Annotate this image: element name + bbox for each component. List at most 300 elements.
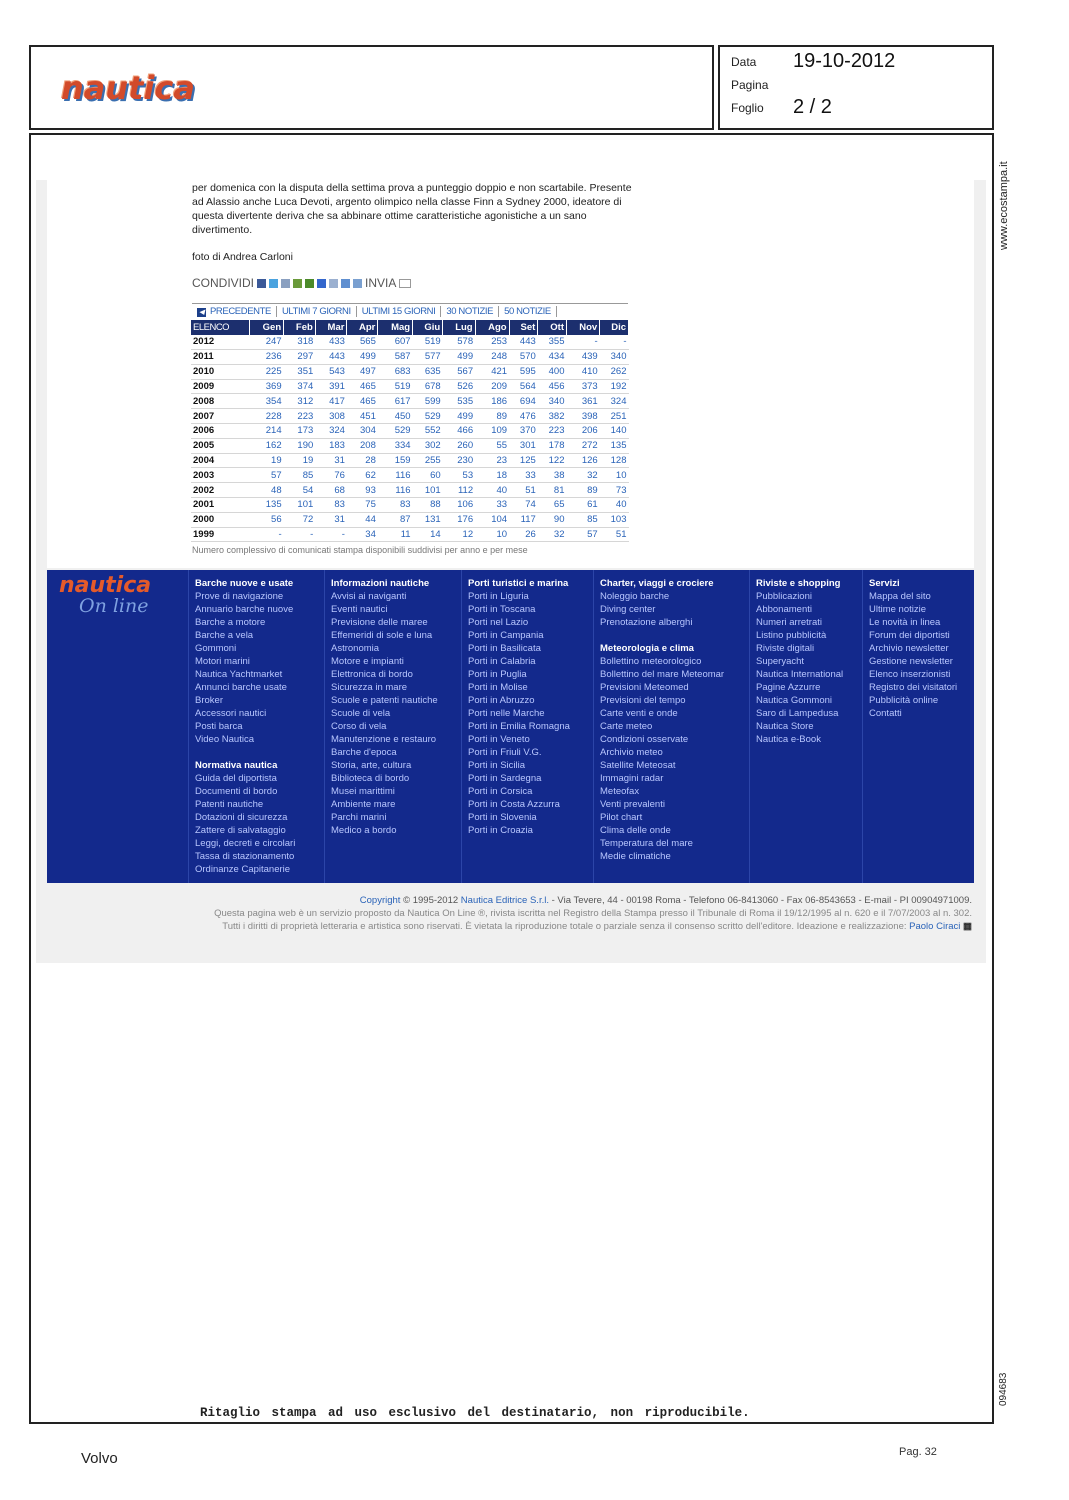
footer-link[interactable]: Ultime notizie <box>869 604 927 615</box>
count-cell[interactable]: 400 <box>538 364 567 379</box>
footer-link[interactable]: Porti in Molise <box>468 682 528 693</box>
count-cell[interactable]: 40 <box>475 483 509 498</box>
footer-link[interactable]: Porti in Basilicata <box>468 643 541 654</box>
count-cell[interactable]: 535 <box>443 394 475 409</box>
count-cell[interactable]: 391 <box>315 379 347 394</box>
footer-link[interactable]: Leggi, decreti e circolari <box>195 838 296 849</box>
count-cell[interactable]: 361 <box>567 394 600 409</box>
footer-link[interactable]: Previsioni Meteomed <box>600 682 689 693</box>
footer-link[interactable]: Noleggio barche <box>600 591 670 602</box>
count-cell[interactable]: 74 <box>509 498 538 513</box>
table-row <box>191 438 629 453</box>
count-cell[interactable]: 173 <box>284 424 316 439</box>
count-cell[interactable]: 186 <box>475 394 509 409</box>
footer-link[interactable]: Scuole e patenti nautiche <box>331 695 438 706</box>
footer-link[interactable]: Annunci barche usate <box>195 682 287 693</box>
footer-link[interactable]: Nautica Yachtmarket <box>195 669 283 680</box>
count-cell[interactable]: 104 <box>475 512 509 527</box>
footer-link[interactable]: Carte meteo <box>600 721 653 732</box>
count-cell[interactable]: 140 <box>600 424 629 439</box>
count-cell[interactable]: 253 <box>475 335 509 350</box>
count-cell[interactable]: 18 <box>475 468 509 483</box>
count-cell[interactable]: 126 <box>567 453 600 468</box>
footer-link[interactable]: Pubblicazioni <box>756 591 812 602</box>
footer-link[interactable]: Abbonamenti <box>756 604 812 615</box>
count-cell[interactable]: 128 <box>600 453 629 468</box>
count-cell[interactable]: 247 <box>250 335 284 350</box>
count-cell[interactable]: 248 <box>475 350 509 365</box>
count-cell[interactable]: 369 <box>250 379 284 394</box>
page-number: Pag. 32 <box>899 1446 937 1458</box>
count-cell[interactable]: 499 <box>443 409 475 424</box>
count-cell[interactable]: 31 <box>315 512 347 527</box>
nav-last-15-days[interactable]: ULTIMI 15 GIORNI <box>357 306 442 317</box>
footer-link[interactable]: Pagine Azzurre <box>756 682 821 693</box>
count-cell[interactable]: 529 <box>378 424 413 439</box>
footer-link[interactable]: Porti in Sardegna <box>468 773 542 784</box>
count-cell[interactable]: 230 <box>443 453 475 468</box>
count-cell[interactable]: 304 <box>347 424 378 439</box>
count-cell[interactable]: 87 <box>378 512 413 527</box>
footer-link[interactable]: Guida del diportista <box>195 773 277 784</box>
count-cell[interactable]: 519 <box>378 379 413 394</box>
count-cell[interactable]: 19 <box>284 453 316 468</box>
nav-last-7-days[interactable]: ULTIMI 7 GIORNI <box>277 306 357 317</box>
count-cell[interactable]: 456 <box>538 379 567 394</box>
footer-link[interactable]: Video Nautica <box>195 734 254 745</box>
footer-link[interactable]: Broker <box>195 695 223 706</box>
logo-main: nautica <box>59 573 152 598</box>
publisher-link[interactable]: Nautica Editrice S.r.l. <box>460 895 549 906</box>
count-cell[interactable]: 417 <box>315 394 347 409</box>
count-cell[interactable]: 297 <box>284 350 316 365</box>
count-cell[interactable]: 499 <box>443 350 475 365</box>
count-cell[interactable]: 465 <box>347 394 378 409</box>
count-cell[interactable]: 209 <box>475 379 509 394</box>
count-cell[interactable]: 131 <box>413 512 443 527</box>
footer-link[interactable]: Elenco inserzionisti <box>869 669 951 680</box>
twitter-icon[interactable] <box>269 279 278 288</box>
count-cell[interactable]: 53 <box>443 468 475 483</box>
count-cell[interactable]: 272 <box>567 438 600 453</box>
count-cell[interactable]: 225 <box>250 364 284 379</box>
send-label[interactable]: INVIA <box>365 276 397 290</box>
count-cell[interactable]: 89 <box>567 483 600 498</box>
count-cell[interactable]: 62 <box>347 468 378 483</box>
footer-link[interactable]: Porti in Friuli V.G. <box>468 747 542 758</box>
count-cell[interactable]: 443 <box>315 350 347 365</box>
count-cell[interactable]: 81 <box>538 483 567 498</box>
footer-link[interactable]: Pubblicità online <box>869 695 939 706</box>
count-cell[interactable]: 577 <box>413 350 443 365</box>
count-cell[interactable]: 374 <box>284 379 316 394</box>
footer-link[interactable]: Motori marini <box>195 656 250 667</box>
count-cell[interactable]: 73 <box>600 483 629 498</box>
count-cell[interactable]: 214 <box>250 424 284 439</box>
footer-link[interactable]: Nautica Gommoni <box>756 695 833 706</box>
count-cell[interactable]: 635 <box>413 364 443 379</box>
footer-link[interactable]: Barche a vela <box>195 630 254 641</box>
count-cell[interactable]: 72 <box>284 512 316 527</box>
count-cell[interactable]: 192 <box>600 379 629 394</box>
count-cell[interactable]: 51 <box>600 527 629 542</box>
count-cell[interactable]: 135 <box>600 438 629 453</box>
footer-link[interactable]: Accessori nautici <box>195 708 267 719</box>
count-cell[interactable]: 162 <box>250 438 284 453</box>
footer-link[interactable]: Nautica International <box>756 669 844 680</box>
count-cell[interactable]: 54 <box>284 483 316 498</box>
count-cell[interactable]: 32 <box>567 468 600 483</box>
footer-link[interactable]: Prove di navigazione <box>195 591 284 602</box>
footer-link[interactable]: Ordinanze Capitanerie <box>195 864 291 875</box>
count-cell[interactable]: 159 <box>378 453 413 468</box>
footer-link[interactable]: Venti prevalenti <box>600 799 665 810</box>
footer-link[interactable]: Astronomia <box>331 643 380 654</box>
count-cell[interactable]: 607 <box>378 335 413 350</box>
count-cell[interactable]: 223 <box>284 409 316 424</box>
count-cell[interactable]: 38 <box>538 468 567 483</box>
count-cell[interactable]: 122 <box>538 453 567 468</box>
share-icon[interactable] <box>281 279 290 288</box>
footer-link[interactable]: Porti in Campania <box>468 630 544 641</box>
count-cell[interactable]: 236 <box>250 350 284 365</box>
delicious-icon[interactable] <box>317 279 326 288</box>
logo-sub: On line <box>79 595 149 617</box>
count-cell[interactable]: 382 <box>538 409 567 424</box>
facebook-icon[interactable] <box>257 279 266 288</box>
footer-link[interactable]: Porti nelle Marche <box>468 708 545 719</box>
bookmark-icon[interactable] <box>293 279 302 288</box>
count-cell[interactable]: 370 <box>509 424 538 439</box>
count-cell[interactable]: - <box>567 335 600 350</box>
count-cell[interactable]: 76 <box>315 468 347 483</box>
footer-link[interactable]: Meteofax <box>600 786 640 797</box>
count-cell[interactable]: 373 <box>567 379 600 394</box>
footer-link[interactable]: Tassa di stazionamento <box>195 851 295 862</box>
count-cell[interactable]: 355 <box>538 335 567 350</box>
nautica-online-logo[interactable] <box>59 573 152 617</box>
footer-link[interactable]: Condizioni osservate <box>600 734 689 745</box>
footer-link[interactable]: Porti in Toscana <box>468 604 536 615</box>
count-cell[interactable]: 564 <box>509 379 538 394</box>
footer-link[interactable]: Archivio meteo <box>600 747 663 758</box>
count-cell[interactable]: 694 <box>509 394 538 409</box>
count-cell[interactable]: 26 <box>509 527 538 542</box>
count-cell[interactable]: 125 <box>509 453 538 468</box>
count-cell[interactable]: 434 <box>538 350 567 365</box>
footer-link[interactable]: Porti in Abruzzo <box>468 695 535 706</box>
footer-link[interactable]: Corso di vela <box>331 721 387 732</box>
count-cell[interactable]: 301 <box>509 438 538 453</box>
footer-link[interactable]: Contatti <box>869 708 902 719</box>
count-cell[interactable]: 262 <box>600 364 629 379</box>
count-cell[interactable]: 251 <box>600 409 629 424</box>
copyright-link[interactable]: Copyright <box>359 895 401 906</box>
footer-link[interactable]: Gommoni <box>195 643 237 654</box>
footer-link[interactable]: Dotazioni di sicurezza <box>195 812 288 823</box>
count-cell[interactable]: 116 <box>378 468 413 483</box>
footer-link[interactable]: Motore e impianti <box>331 656 404 667</box>
footer-link[interactable]: Porti in Veneto <box>468 734 530 745</box>
count-cell[interactable]: 190 <box>284 438 316 453</box>
footer-link[interactable]: Numeri arretrati <box>756 617 822 628</box>
count-cell[interactable]: 519 <box>413 335 443 350</box>
count-cell[interactable]: 206 <box>567 424 600 439</box>
count-cell[interactable]: 570 <box>509 350 538 365</box>
footer-link[interactable]: Registro dei visitatori <box>869 682 958 693</box>
count-cell[interactable]: 302 <box>413 438 443 453</box>
footer-link[interactable]: Biblioteca di bordo <box>331 773 410 784</box>
nav-50-news[interactable]: 50 NOTIZIE <box>499 306 557 317</box>
count-cell[interactable]: 83 <box>315 498 347 513</box>
count-cell[interactable]: 85 <box>567 512 600 527</box>
count-cell[interactable]: 135 <box>250 498 284 513</box>
footer-link[interactable]: Clima delle onde <box>600 825 671 836</box>
count-cell[interactable]: 318 <box>284 335 316 350</box>
footer-link[interactable]: Diving center <box>600 604 656 615</box>
count-cell[interactable]: 10 <box>475 527 509 542</box>
count-cell[interactable]: 101 <box>413 483 443 498</box>
count-cell[interactable]: 103 <box>600 512 629 527</box>
footer-link[interactable]: Porti nel Lazio <box>468 617 529 628</box>
count-cell[interactable]: 11 <box>378 527 413 542</box>
share-icon[interactable] <box>305 279 314 288</box>
footer-link[interactable]: Le novità in linea <box>869 617 941 628</box>
count-cell[interactable]: 106 <box>443 498 475 513</box>
count-cell[interactable]: 40 <box>600 498 629 513</box>
count-cell[interactable]: 578 <box>443 335 475 350</box>
count-cell[interactable]: 65 <box>538 498 567 513</box>
footer-link[interactable]: Zattere di salvataggio <box>195 825 286 836</box>
count-cell[interactable]: 89 <box>475 409 509 424</box>
count-cell[interactable]: 398 <box>567 409 600 424</box>
footer-link[interactable]: Ambiente mare <box>331 799 396 810</box>
count-cell[interactable]: 567 <box>443 364 475 379</box>
count-cell[interactable]: 308 <box>315 409 347 424</box>
footer-link[interactable]: Listino pubblicità <box>756 630 827 641</box>
count-cell[interactable]: 90 <box>538 512 567 527</box>
count-cell[interactable]: 410 <box>567 364 600 379</box>
footer-link[interactable]: Porti in Liguria <box>468 591 529 602</box>
footer-link[interactable]: Parchi marini <box>331 812 387 823</box>
count-cell[interactable]: 60 <box>413 468 443 483</box>
footer-link[interactable]: Porti in Costa Azzurra <box>468 799 560 810</box>
footer-link[interactable]: Bollettino meteorologico <box>600 656 702 667</box>
count-cell[interactable]: 529 <box>413 409 443 424</box>
count-cell[interactable]: 312 <box>284 394 316 409</box>
count-cell[interactable]: 14 <box>413 527 443 542</box>
footer-link[interactable]: Riviste digitali <box>756 643 815 654</box>
footer-link[interactable]: Prenotazione alberghi <box>600 617 693 628</box>
footer-link[interactable]: Patenti nautiche <box>195 799 264 810</box>
footer-link[interactable]: Immagini radar <box>600 773 664 784</box>
count-cell[interactable]: 116 <box>378 483 413 498</box>
footer-link[interactable]: Avvisi ai naviganti <box>331 591 407 602</box>
count-cell[interactable]: 31 <box>315 453 347 468</box>
share-icon[interactable] <box>341 279 350 288</box>
footer-link[interactable]: Porti in Sicilia <box>468 760 526 771</box>
count-cell[interactable]: 32 <box>538 527 567 542</box>
count-cell[interactable]: 683 <box>378 364 413 379</box>
count-cell[interactable]: 334 <box>378 438 413 453</box>
count-cell[interactable]: 678 <box>413 379 443 394</box>
footer-link[interactable]: Previsione delle maree <box>331 617 428 628</box>
footer-link[interactable]: Pilot chart <box>600 812 643 823</box>
footer-link[interactable]: Eventi nautici <box>331 604 388 615</box>
footer-section-title: Charter, viaggi e crociere <box>600 578 714 589</box>
count-cell[interactable]: 68 <box>315 483 347 498</box>
share-icon[interactable] <box>329 279 338 288</box>
count-cell[interactable]: 351 <box>284 364 316 379</box>
footer-link[interactable]: Temperatura del mare <box>600 838 693 849</box>
count-cell[interactable]: 499 <box>347 350 378 365</box>
count-cell[interactable]: 599 <box>413 394 443 409</box>
count-cell[interactable]: - <box>250 527 284 542</box>
count-cell[interactable]: 109 <box>475 424 509 439</box>
count-cell[interactable]: 255 <box>413 453 443 468</box>
footer-link[interactable]: Scuole di vela <box>331 708 391 719</box>
count-cell[interactable]: 340 <box>600 350 629 365</box>
nav-previous[interactable]: ◀ PRECEDENTE <box>192 306 277 317</box>
footer-link[interactable]: Porti in Croazia <box>468 825 533 836</box>
count-cell[interactable]: 117 <box>509 512 538 527</box>
count-cell[interactable]: 55 <box>475 438 509 453</box>
count-cell[interactable]: 433 <box>315 335 347 350</box>
footer-link[interactable]: Barche d'epoca <box>331 747 397 758</box>
count-cell[interactable]: 340 <box>538 394 567 409</box>
footer-link[interactable]: Posti barca <box>195 721 243 732</box>
table-header-cell: Mar <box>315 320 347 335</box>
footer-column <box>188 570 324 883</box>
footer-link[interactable]: Effemeridi di sole e luna <box>331 630 433 641</box>
footer-link[interactable]: Bollettino del mare Meteomar <box>600 669 725 680</box>
count-cell[interactable]: 450 <box>378 409 413 424</box>
share-icon[interactable] <box>353 279 362 288</box>
table-row <box>191 483 629 498</box>
footer-link[interactable]: Musei marittimi <box>331 786 395 797</box>
footer-link[interactable]: Barche a motore <box>195 617 266 628</box>
count-cell[interactable]: 101 <box>284 498 316 513</box>
count-cell[interactable]: 565 <box>347 335 378 350</box>
count-cell[interactable]: 85 <box>284 468 316 483</box>
count-cell[interactable]: 476 <box>509 409 538 424</box>
count-cell[interactable]: 552 <box>413 424 443 439</box>
count-cell[interactable]: 443 <box>509 335 538 350</box>
count-cell[interactable]: 33 <box>509 468 538 483</box>
count-cell[interactable]: 497 <box>347 364 378 379</box>
count-cell[interactable]: 451 <box>347 409 378 424</box>
footer-link[interactable]: Previsioni del tempo <box>600 695 686 706</box>
nav-30-news[interactable]: 30 NOTIZIE <box>441 306 499 317</box>
count-cell[interactable]: 178 <box>538 438 567 453</box>
footer-link[interactable]: Mappa del sito <box>869 591 931 602</box>
count-cell[interactable]: - <box>284 527 316 542</box>
footer-link[interactable]: Carte venti e onde <box>600 708 678 719</box>
count-cell[interactable]: 439 <box>567 350 600 365</box>
count-cell[interactable]: 183 <box>315 438 347 453</box>
footer-link[interactable]: Sicurezza in mare <box>331 682 408 693</box>
count-cell[interactable]: 543 <box>315 364 347 379</box>
count-cell[interactable]: - <box>600 335 629 350</box>
count-cell[interactable]: 465 <box>347 379 378 394</box>
count-cell[interactable]: 34 <box>347 527 378 542</box>
count-cell[interactable]: 57 <box>567 527 600 542</box>
count-cell[interactable]: 526 <box>443 379 475 394</box>
count-cell[interactable]: 88 <box>413 498 443 513</box>
count-cell[interactable]: 56 <box>250 512 284 527</box>
envelope-icon[interactable] <box>399 279 411 288</box>
author-link[interactable]: Paolo Ciraci <box>909 921 961 932</box>
footer-link[interactable]: Porti in Corsica <box>468 786 533 797</box>
count-cell[interactable]: 354 <box>250 394 284 409</box>
grid-icon: ▦ <box>963 921 972 932</box>
footer-link[interactable]: Nautica Store <box>756 721 814 732</box>
footer-link[interactable]: Porti in Calabria <box>468 656 536 667</box>
count-cell[interactable]: 12 <box>443 527 475 542</box>
count-cell[interactable]: 19 <box>250 453 284 468</box>
rights-note: Tutti i diritti di proprietà letteraria e artistica sono riservati. È vietata la riproduzione totale o parziale senza il consenso scritto dell'editore. Ideazione e realizzazione: <box>222 921 907 932</box>
footer-link[interactable]: Porti in Slovenia <box>468 812 537 823</box>
count-cell[interactable]: 466 <box>443 424 475 439</box>
count-cell[interactable]: 10 <box>600 468 629 483</box>
count-cell[interactable]: 228 <box>250 409 284 424</box>
footer-link[interactable]: Annuario barche nuove <box>195 604 294 615</box>
count-cell[interactable]: 28 <box>347 453 378 468</box>
count-cell[interactable]: 44 <box>347 512 378 527</box>
count-cell[interactable]: 208 <box>347 438 378 453</box>
count-cell[interactable]: 587 <box>378 350 413 365</box>
count-cell[interactable]: 93 <box>347 483 378 498</box>
footer-link[interactable]: Saro di Lampedusa <box>756 708 839 719</box>
footer-link[interactable]: Gestione newsletter <box>869 656 953 667</box>
footer-link[interactable]: Medico a bordo <box>331 825 397 836</box>
year-cell: 1999 <box>191 527 250 542</box>
footer-link[interactable]: Satellite Meteosat <box>600 760 676 771</box>
footer-link[interactable]: Porti in Puglia <box>468 669 527 680</box>
footer-link[interactable]: Porti in Emilia Romagna <box>468 721 570 732</box>
sheet-label: Foglio <box>731 101 764 115</box>
footer-link[interactable]: Documenti di bordo <box>195 786 278 797</box>
count-cell[interactable]: 23 <box>475 453 509 468</box>
count-cell[interactable]: 61 <box>567 498 600 513</box>
count-cell[interactable]: 51 <box>509 483 538 498</box>
count-cell[interactable]: 223 <box>538 424 567 439</box>
count-cell[interactable]: 112 <box>443 483 475 498</box>
count-cell[interactable]: 83 <box>378 498 413 513</box>
footer-link[interactable]: Nautica e-Book <box>756 734 821 745</box>
count-cell[interactable]: 324 <box>600 394 629 409</box>
count-cell[interactable]: 33 <box>475 498 509 513</box>
footer-link[interactable]: Archivio newsletter <box>869 643 949 654</box>
count-cell[interactable]: 421 <box>475 364 509 379</box>
count-cell[interactable]: - <box>315 527 347 542</box>
footer-link[interactable]: Elettronica di bordo <box>331 669 413 680</box>
count-cell[interactable]: 48 <box>250 483 284 498</box>
footer-link[interactable]: Medie climatiche <box>600 851 671 862</box>
count-cell[interactable]: 75 <box>347 498 378 513</box>
footer-link[interactable]: Superyacht <box>756 656 805 667</box>
footer-section-title: Normativa nautica <box>195 760 278 771</box>
count-cell[interactable]: 595 <box>509 364 538 379</box>
count-cell[interactable]: 617 <box>378 394 413 409</box>
footer-link[interactable]: Storia, arte, cultura <box>331 760 412 771</box>
count-cell[interactable]: 57 <box>250 468 284 483</box>
count-cell[interactable]: 324 <box>315 424 347 439</box>
footer-link[interactable]: Manutenzione e restauro <box>331 734 437 745</box>
count-cell[interactable]: 260 <box>443 438 475 453</box>
count-cell[interactable]: 176 <box>443 512 475 527</box>
footer-link[interactable]: Forum dei diportisti <box>869 630 950 641</box>
